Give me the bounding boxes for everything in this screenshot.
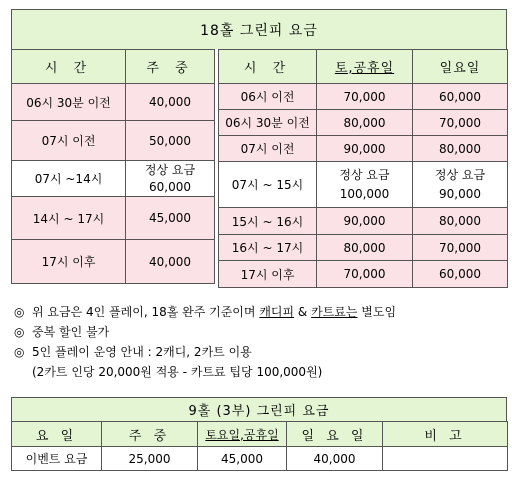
sunday-fee-cell: 60,000 (413, 261, 508, 288)
table-row (12, 447, 508, 471)
table-row (12, 121, 215, 161)
note-item (14, 322, 504, 342)
notes-section (14, 302, 504, 382)
table-row (219, 84, 508, 110)
time-cell: 06시 30분 이전 (219, 110, 317, 136)
sunday-fee-cell: 80,000 (413, 208, 508, 235)
note-text: 위 요금은 4인 플레이, 18홀 완주 기준이며 (32, 305, 260, 319)
green-fee-18-title (11, 9, 507, 49)
header-weekday: 주 중 (126, 50, 215, 84)
fee-amount: 90,000 (439, 186, 481, 201)
time-cell: 15시 ~ 16시 (219, 208, 317, 235)
sunday-fee-cell: 60,000 (413, 84, 508, 110)
time-cell: 06시 30분 이전 (12, 84, 126, 121)
weekday-header-row (12, 50, 215, 84)
table-row (12, 161, 215, 197)
note-text: & (294, 305, 312, 319)
header-remarks: 비 고 (383, 422, 508, 447)
sunday-fee-cell: 70,000 (413, 110, 508, 136)
header-saturday-holiday: 토요일,공휴일 (205, 427, 279, 442)
time-cell: 17시 이후 (219, 261, 317, 288)
table-row (12, 240, 215, 284)
weekend-fee-table (218, 49, 508, 288)
sunday-fee-cell (413, 162, 508, 208)
note-text: (2카트 인당 20,000원 적용 - 카트료 팁당 100,000원) (32, 365, 323, 379)
table-row (12, 197, 215, 240)
sunday-fee-cell: 40,000 (287, 447, 383, 471)
header-time: 시 간 (219, 50, 317, 84)
header-sunday: 일요일 (413, 50, 508, 84)
note-item (14, 302, 504, 322)
sunday-fee-cell: 70,000 (413, 235, 508, 261)
note-text: 중복 할인 불가 (32, 325, 110, 339)
weekday-fee-table (11, 49, 215, 284)
table-row (219, 110, 508, 136)
green-fee-9-title (11, 397, 507, 421)
saturday-fee-cell: 80,000 (317, 110, 413, 136)
table-row (219, 162, 508, 208)
table-row (219, 208, 508, 235)
note-item (14, 342, 504, 362)
note-text: 5인 플레이 운영 안내 : 2캐디, 2카트 이용 (32, 345, 252, 359)
saturday-fee-cell: 45,000 (198, 447, 287, 471)
table-row (12, 84, 215, 121)
saturday-fee-cell: 70,000 (317, 84, 413, 110)
bullet-icon: ◎ (14, 325, 25, 339)
table-row (219, 235, 508, 261)
time-cell: 17시 이후 (12, 240, 126, 284)
title-18-hole: 18홀 그린피 요금 (200, 22, 318, 39)
saturday-fee-cell: 70,000 (317, 261, 413, 288)
header-weekday: 주 중 (102, 422, 198, 447)
note-item (14, 362, 504, 382)
title-9-hole: 9홀 (3부) 그린피 요금 (188, 404, 330, 419)
time-cell: 07시 ~ 15시 (219, 162, 317, 208)
note-text: 별도임 (357, 305, 397, 319)
header-day: 요 일 (12, 422, 102, 447)
time-cell: 07시 이전 (12, 121, 126, 161)
saturday-fee-cell: 80,000 (317, 235, 413, 261)
fee-amount: 60,000 (149, 179, 191, 194)
fee-amount: 100,000 (339, 186, 390, 201)
fee-cell: 40,000 (126, 84, 215, 121)
cart-fee-text: 카트료는 (311, 305, 358, 319)
time-cell: 07시 ~14시 (12, 161, 126, 197)
time-cell: 06시 이전 (219, 84, 317, 110)
fee-label: 정상 요금 (434, 167, 486, 182)
sunday-fee-cell: 80,000 (413, 136, 508, 162)
table-row (219, 261, 508, 288)
remarks-cell (383, 447, 508, 471)
bullet-icon: ◎ (14, 345, 25, 359)
table-row (219, 136, 508, 162)
fee-label: 정상 요금 (144, 162, 196, 177)
caddie-fee-text: 캐디피 (259, 305, 295, 319)
nine-hole-fee-table (11, 421, 508, 471)
saturday-fee-cell: 90,000 (317, 208, 413, 235)
fee-cell: 45,000 (126, 197, 215, 240)
time-cell: 07시 이전 (219, 136, 317, 162)
bullet-icon: ◎ (14, 305, 25, 319)
header-time: 시 간 (12, 50, 126, 84)
nine-hole-header-row (12, 422, 508, 447)
header-saturday-holiday: 토,공휴일 (334, 61, 395, 76)
time-cell: 16시 ~ 17시 (219, 235, 317, 261)
saturday-fee-cell: 90,000 (317, 136, 413, 162)
weekday-fee-cell: 25,000 (102, 447, 198, 471)
saturday-fee-cell (317, 162, 413, 208)
header-sunday: 일 요 일 (287, 422, 383, 447)
fee-cell (126, 161, 215, 197)
time-cell: 14시 ~ 17시 (12, 197, 126, 240)
event-label-cell: 이벤트 요금 (12, 447, 102, 471)
fee-cell: 50,000 (126, 121, 215, 161)
weekend-header-row (219, 50, 508, 84)
fee-cell: 40,000 (126, 240, 215, 284)
fee-label: 정상 요금 (339, 167, 390, 182)
